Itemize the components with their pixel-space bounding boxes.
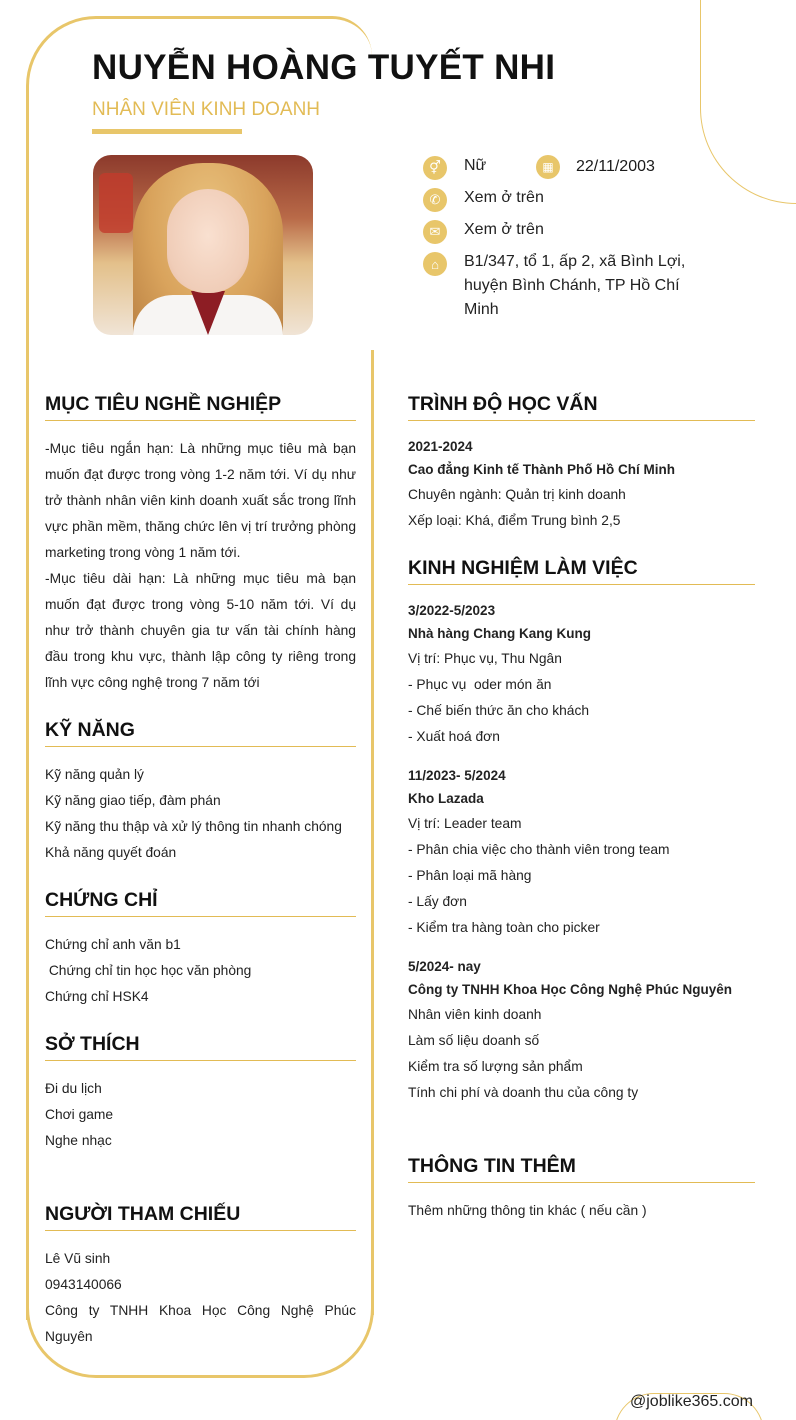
hobby-item: Nghe nhạc bbox=[45, 1133, 112, 1148]
certificates-heading: CHỨNG CHỈ bbox=[45, 889, 158, 911]
additional-divider bbox=[408, 1182, 755, 1183]
job-line: Vị trí: Leader team bbox=[408, 816, 522, 831]
job-line: Vị trí: Phục vụ, Thu Ngân bbox=[408, 651, 562, 666]
contact-email bbox=[423, 222, 544, 244]
job-company: Nhà hàng Chang Kang Kung bbox=[408, 626, 591, 641]
email-icon: ✉ bbox=[423, 220, 447, 244]
address-value: B1/347, tổ 1, ấp 2, xã Bình Lợi, huyện Bình Chánh, TP Hồ Chí Minh bbox=[464, 253, 686, 318]
email-value: Xem ở trên bbox=[464, 221, 544, 238]
education-block bbox=[408, 437, 755, 534]
home-icon: ⌂ bbox=[423, 252, 447, 276]
footer-watermark: @joblike365.com bbox=[630, 1393, 753, 1410]
education-heading: TRÌNH ĐỘ HỌC VẤN bbox=[408, 393, 598, 415]
job-title: NHÂN VIÊN KINH DOANH bbox=[92, 99, 321, 120]
job-line: Nhân viên kinh doanh bbox=[408, 1007, 542, 1022]
objective-long-term: -Mục tiêu dài hạn: Là những mục tiêu mà bạn muốn đạt được trong vòng 5-10 năm tới. Ví dụ như trở thành chuyên gia tư vấn tài chính hàng đầu trong khu vực, thành lập công ty riêng trong lĩnh vực công nghệ trong 7 năm tới bbox=[45, 571, 356, 690]
skills-divider bbox=[45, 746, 356, 747]
job-period: 11/2023- 5/2024 bbox=[408, 768, 506, 783]
objective-heading: MỤC TIÊU NGHỀ NGHIỆP bbox=[45, 393, 282, 415]
skill-item: Kỹ năng thu thập và xử lý thông tin nhanh chóng bbox=[45, 819, 342, 834]
objective-divider bbox=[45, 420, 356, 421]
skills-list bbox=[45, 762, 356, 866]
job-entry bbox=[408, 601, 755, 750]
contact-phone bbox=[423, 190, 544, 212]
gender-value: Nữ bbox=[464, 157, 487, 174]
education-school: Cao đẳng Kinh tế Thành Phố Hồ Chí Minh bbox=[408, 462, 675, 477]
job-company: Công ty TNHH Khoa Học Công Nghệ Phúc Nguyên bbox=[408, 982, 732, 997]
references-heading: NGƯỜI THAM CHIẾU bbox=[45, 1203, 241, 1225]
job-company: Kho Lazada bbox=[408, 791, 484, 806]
hobby-item: Chơi game bbox=[45, 1107, 114, 1122]
skills-heading: KỸ NĂNG bbox=[45, 719, 135, 741]
job-line: - Phân loại mã hàng bbox=[408, 868, 532, 883]
job-line: - Chế biến thức ăn cho khách bbox=[408, 703, 590, 718]
job-period: 3/2022-5/2023 bbox=[408, 603, 496, 618]
job-line: - Xuất hoá đơn bbox=[408, 729, 500, 744]
skill-item: Kỹ năng giao tiếp, đàm phán bbox=[45, 793, 221, 808]
calendar-icon: ▦ bbox=[536, 155, 560, 179]
hobby-item: Đi du lịch bbox=[45, 1081, 102, 1096]
references-divider bbox=[45, 1230, 356, 1231]
reference-name: Lê Vũ sinh bbox=[45, 1251, 111, 1266]
contact-address bbox=[423, 254, 693, 322]
job-entry bbox=[408, 766, 755, 941]
hobbies-list bbox=[45, 1076, 356, 1154]
education-grade: Xếp loại: Khá, điểm Trung bình 2,5 bbox=[408, 513, 621, 528]
job-line: - Kiểm tra hàng toàn cho picker bbox=[408, 920, 600, 935]
profile-photo bbox=[93, 155, 313, 335]
certificate-item: Chứng chỉ anh văn b1 bbox=[45, 937, 181, 952]
title-underline bbox=[92, 129, 242, 134]
phone-icon: ✆ bbox=[423, 188, 447, 212]
certificates-list bbox=[45, 932, 356, 1010]
job-period: 5/2024- nay bbox=[408, 959, 481, 974]
dob-value: 22/11/2003 bbox=[576, 158, 655, 175]
education-period: 2021-2024 bbox=[408, 439, 473, 454]
experience-heading: KINH NGHIỆM LÀM VIỆC bbox=[408, 557, 638, 579]
job-line: - Lấy đơn bbox=[408, 894, 467, 909]
reference-phone: 0943140066 bbox=[45, 1277, 122, 1292]
references-block bbox=[45, 1246, 356, 1350]
certificates-divider bbox=[45, 916, 356, 917]
job-line: - Phân chia việc cho thành viên trong team bbox=[408, 842, 670, 857]
certificate-item: Chứng chỉ HSK4 bbox=[45, 989, 149, 1004]
experience-divider bbox=[408, 584, 755, 585]
education-divider bbox=[408, 420, 755, 421]
phone-value: Xem ở trên bbox=[464, 189, 544, 206]
job-line: Kiểm tra số lượng sản phẩm bbox=[408, 1059, 583, 1074]
additional-text: Thêm những thông tin khác ( nếu cần ) bbox=[408, 1203, 647, 1218]
hobbies-heading: SỞ THÍCH bbox=[45, 1033, 140, 1055]
corner-decoration bbox=[700, 0, 796, 204]
contact-gender bbox=[423, 158, 486, 180]
objective-short-term: -Mục tiêu ngắn hạn: Là những mục tiêu mà bạn muốn đạt được trong vòng 1-2 năm tới. Ví dụ như trở thành nhân viên kinh doanh xuất sắc trong lĩnh vực phần mềm, thăng chức lên vị trí trưởng phòng marketing trong vòng 1 năm tới. bbox=[45, 441, 356, 560]
photo-background-lamp bbox=[99, 173, 133, 233]
hobbies-divider bbox=[45, 1060, 356, 1061]
frame-border-left bbox=[26, 100, 29, 1320]
skill-item: Kỹ năng quản lý bbox=[45, 767, 144, 782]
certificate-item: Chứng chỉ tin học học văn phòng bbox=[45, 963, 252, 978]
contact-dob bbox=[536, 155, 655, 179]
job-line: Làm số liệu doanh số bbox=[408, 1033, 540, 1048]
photo-face bbox=[167, 189, 249, 293]
reference-company: Công ty TNHH Khoa Học Công Nghệ Phúc Nguyên bbox=[45, 1303, 356, 1344]
gender-icon: ⚥ bbox=[423, 156, 447, 180]
frame-border-right bbox=[371, 350, 374, 1315]
candidate-name: NUYỄN HOÀNG TUYẾT NHI bbox=[92, 48, 556, 87]
education-major: Chuyên ngành: Quản trị kinh doanh bbox=[408, 487, 626, 502]
job-line: Tính chi phí và doanh thu của công ty bbox=[408, 1085, 639, 1100]
job-line: - Phục vụ oder món ăn bbox=[408, 677, 552, 692]
job-entry bbox=[408, 957, 755, 1106]
skill-item: Khả năng quyết đoán bbox=[45, 845, 177, 860]
additional-heading: THÔNG TIN THÊM bbox=[408, 1155, 576, 1177]
